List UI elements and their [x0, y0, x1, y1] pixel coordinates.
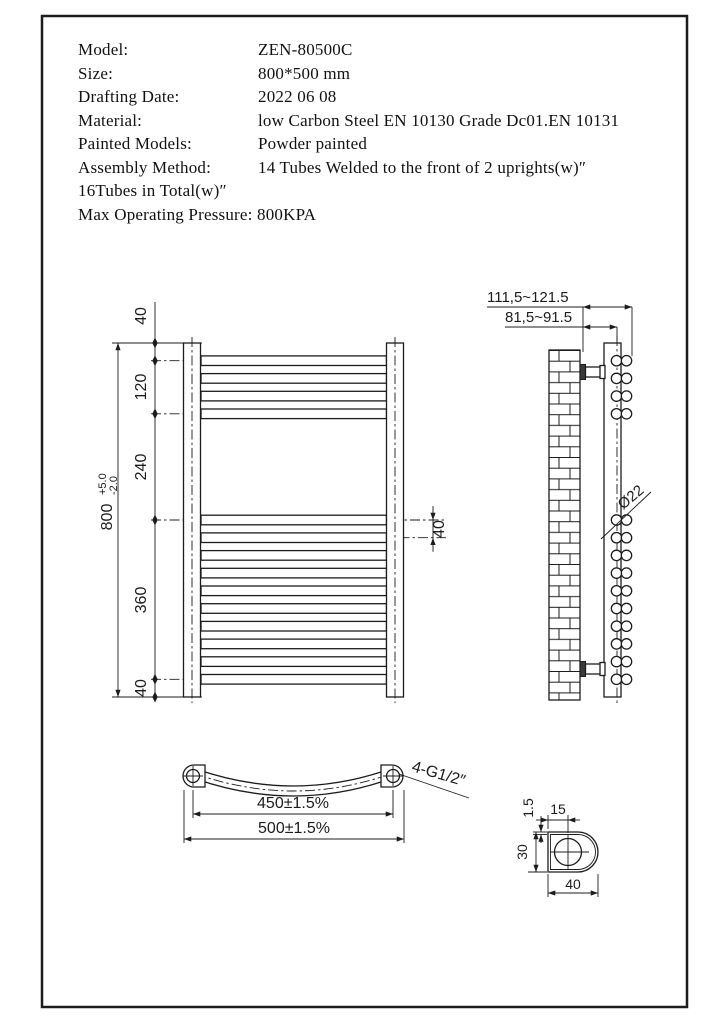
spec-value: 800*500 mm — [258, 63, 351, 83]
dim-800-tol-plus: +5.0 — [97, 473, 109, 495]
front-tubes — [201, 356, 387, 684]
dim-wall-to-front-text: 111,5~121.5 — [487, 289, 569, 306]
dim-wall-to-upright-text: 81,5~91.5 — [505, 309, 573, 326]
dim-500-text: 500±1.5% — [258, 820, 330, 837]
dim-middle-gap: 240 — [133, 453, 150, 481]
side-view-drawing — [487, 289, 651, 704]
curved-tube — [196, 769, 390, 796]
bracket-detail-drawing — [514, 798, 598, 897]
bottom-wall-bracket — [580, 662, 605, 677]
spec-label: Assembly Method: — [78, 157, 212, 177]
spec-value: 2022 06 08 — [258, 87, 337, 106]
spec-label: Material: — [78, 110, 143, 130]
dim-chain-left — [133, 302, 158, 703]
dim-tube-spacing — [431, 506, 448, 552]
dim-800-text: 800 — [99, 503, 116, 531]
spec-value: Powder painted — [258, 134, 368, 153]
dim-g12-text: 4-G1/2″ — [409, 758, 468, 790]
bottom-view-drawing — [183, 759, 469, 843]
spec-pressure-text: Max Operating Pressure: 800KPA — [78, 204, 317, 224]
dim-top-offset: 40 — [133, 307, 150, 325]
front-view-drawing — [97, 302, 448, 703]
spec-value: low Carbon Steel EN 10130 Grade Dc01.EN 10131 — [258, 110, 620, 130]
wall-section — [549, 350, 580, 700]
dim-top-group: 120 — [133, 373, 150, 401]
dim-40-spacing-text: 40 — [431, 520, 448, 538]
spec-extra-text: 16Tubes in Total(w)″ — [78, 181, 227, 200]
dim-connections — [399, 759, 469, 798]
dim-40-text: 40 — [565, 876, 581, 892]
dim-bottom-group: 360 — [133, 586, 150, 614]
spec-label: Size: — [78, 63, 113, 83]
dim-1-5-text: 1.5 — [520, 798, 536, 818]
dim-800-tol-minus: -2.0 — [108, 476, 120, 495]
dim-plan-450 — [193, 790, 393, 818]
dim-15-text: 15 — [550, 801, 566, 817]
dim-diameter-text: Ø22 — [614, 481, 648, 514]
dim-bracket-width — [548, 874, 598, 897]
dim-hole-offset — [536, 801, 580, 833]
spec-label: Painted Models: — [78, 134, 192, 153]
dim-30-text: 30 — [514, 844, 530, 860]
dim-450-text: 450±1.5% — [257, 795, 329, 812]
plan-right-bracket — [381, 765, 403, 787]
spec-label: Model: — [78, 40, 129, 59]
dim-plate-thickness — [520, 798, 547, 843]
spec-value: 14 Tubes Welded to the front of 2 uprights(w)″ — [258, 157, 587, 177]
top-wall-bracket — [580, 365, 605, 380]
plan-left-bracket — [183, 765, 205, 787]
spec-value: ZEN-80500C — [258, 40, 353, 59]
dim-bracket-height — [514, 832, 547, 872]
dim-bottom-offset: 40 — [133, 679, 150, 697]
spec-label: Drafting Date: — [78, 87, 180, 106]
